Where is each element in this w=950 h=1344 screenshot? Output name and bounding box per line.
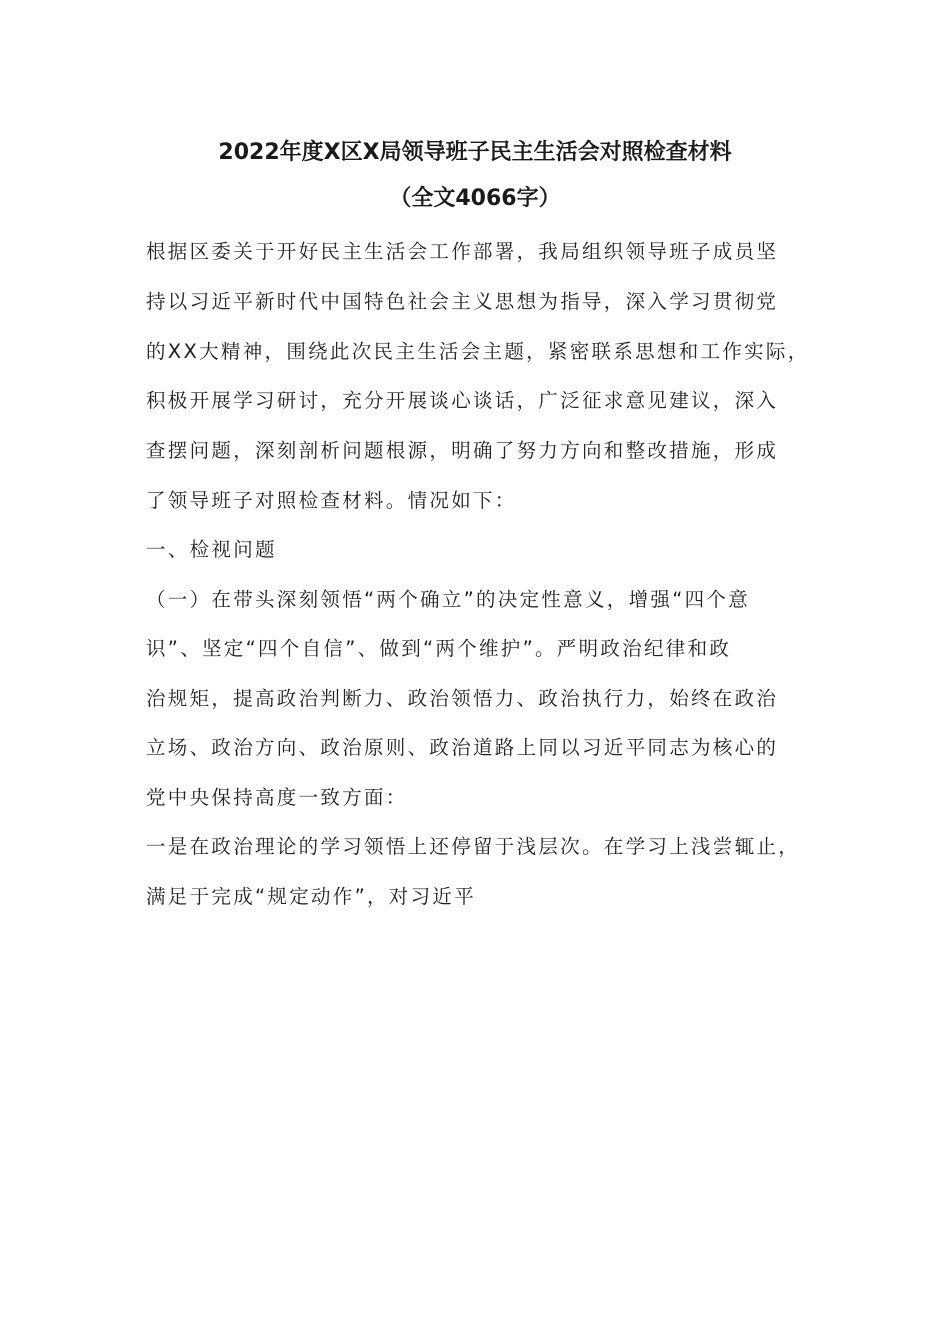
section-heading: 一、检视问题 bbox=[146, 538, 277, 561]
body-line: 持以习近平新时代中国特色社会主义思想为指导，深入学习贯彻党 bbox=[146, 290, 779, 313]
body-line: 党中央保持高度一致方面： bbox=[146, 786, 408, 809]
body-line: 治规矩，提高政治判断力、政治领悟力、政治执行力，始终在政治 bbox=[146, 687, 779, 710]
body-line: （一）在带头深刻领悟“两个确立”的决定性意义，增强“四个意 bbox=[146, 588, 751, 611]
body-line: 积极开展学习研讨，充分开展谈心谈话，广泛征求意见建议，深入 bbox=[146, 389, 779, 412]
body-line: 了领导班子对照检查材料。情况如下： bbox=[146, 489, 517, 512]
body-line: 的XX大精神，围绕此次民主生活会主题，紧密联系思想和工作实际， bbox=[146, 340, 810, 363]
body-line: 满足于完成“规定动作”，对习近平 bbox=[146, 885, 477, 908]
body-line: 立场、政治方向、政治原则、政治道路上同以习近平同志为核心的 bbox=[146, 736, 779, 759]
body-line: 查摆问题，深刻剖析问题根源，明确了努力方向和整改措施，形成 bbox=[146, 439, 779, 462]
document-subtitle: （全文4066字） bbox=[389, 186, 561, 211]
body-line: 识”、坚定“四个自信”、做到“两个维护”。严明政治纪律和政 bbox=[146, 637, 732, 660]
body-line: 根据区委关于开好民主生活会工作部署，我局组织领导班子成员坚 bbox=[146, 240, 779, 263]
document-title: 2022年度X区X局领导班子民主生活会对照检查材料 bbox=[218, 140, 732, 165]
body-line: 一是在政治理论的学习领悟上还停留于浅层次。在学习上浅尝辄止， bbox=[146, 835, 801, 858]
